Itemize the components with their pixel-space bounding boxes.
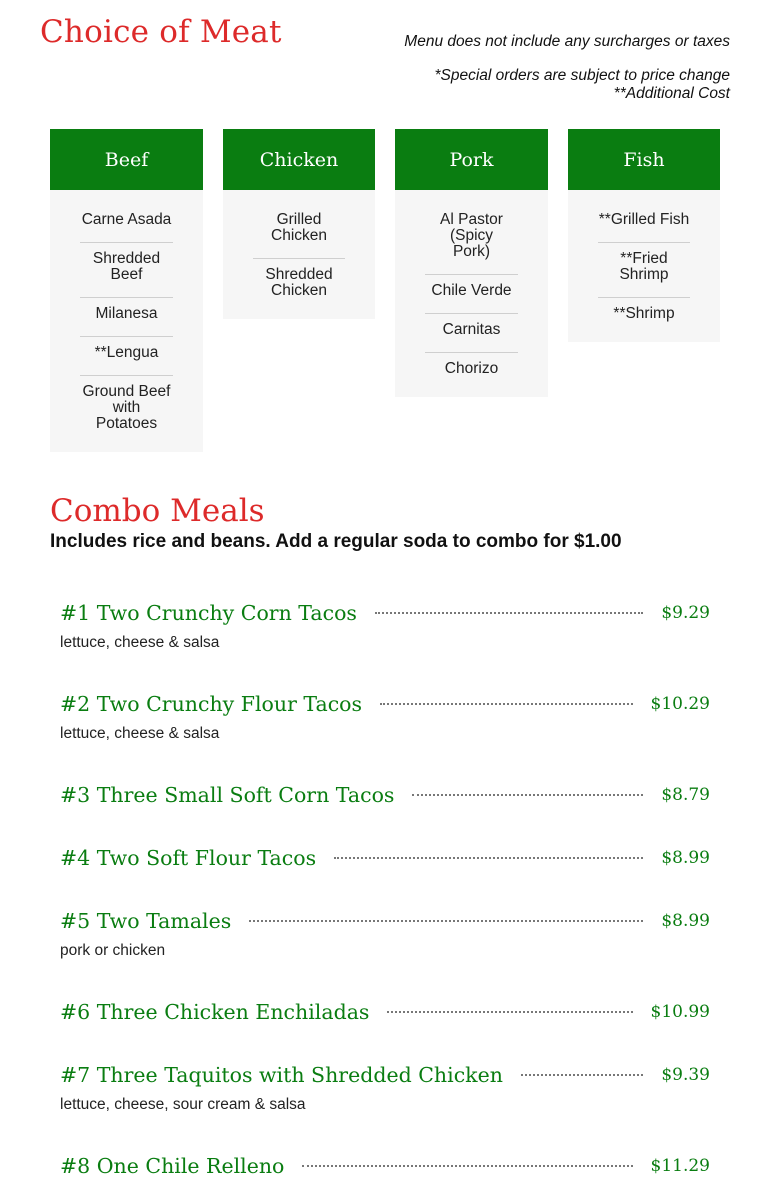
meat-list <box>395 190 548 397</box>
combo-description: lettuce, cheese & salsa <box>60 725 220 742</box>
meat-column-header: Beef <box>50 129 203 190</box>
meat-item: **Grilled Fish <box>598 212 690 243</box>
meat-item: Shredded Beef <box>80 243 173 298</box>
combo-price: $8.99 <box>661 848 710 868</box>
dot-leader <box>249 920 643 922</box>
choice-of-meat-title: Choice of Meat <box>40 14 282 50</box>
meat-column-header: Pork <box>395 129 548 190</box>
combo-price: $8.79 <box>661 785 710 805</box>
dot-leader <box>334 857 643 859</box>
meat-list <box>223 190 375 319</box>
combo-item-5 <box>60 906 710 960</box>
dot-leader <box>380 703 632 705</box>
combo-price: $10.29 <box>650 694 710 714</box>
dot-leader <box>521 1074 643 1076</box>
meat-column-pork <box>395 129 548 397</box>
combo-item-4 <box>60 843 710 873</box>
meat-item: **Shrimp <box>613 305 675 322</box>
combo-item-1 <box>60 598 710 652</box>
meat-item: Milanesa <box>80 298 173 337</box>
meat-item: **Fried Shrimp <box>598 243 690 298</box>
dot-leader <box>412 794 643 796</box>
meat-column-header: Fish <box>568 129 720 190</box>
dot-leader <box>375 612 643 614</box>
combo-name: #8 One Chile Relleno <box>60 1154 285 1178</box>
meat-column-fish <box>568 129 720 342</box>
combo-price: $11.29 <box>650 1156 710 1176</box>
combo-name: #6 Three Chicken Enchiladas <box>60 1000 370 1024</box>
meat-list <box>568 190 720 342</box>
combo-name: #4 Two Soft Flour Tacos <box>60 846 317 870</box>
special-orders-note: *Special orders are subject to price change <box>434 67 730 84</box>
meat-column-header: Chicken <box>223 129 375 190</box>
combo-item-2 <box>60 689 710 743</box>
meat-column-chicken <box>223 129 375 319</box>
combo-item-8 <box>60 1151 710 1181</box>
meat-item: Chile Verde <box>425 275 518 314</box>
meat-list <box>50 190 203 452</box>
combo-price: $9.39 <box>661 1065 710 1085</box>
combo-price: $8.99 <box>661 911 710 931</box>
meat-item: Shredded Chicken <box>265 266 333 299</box>
combo-description: lettuce, cheese & salsa <box>60 634 220 651</box>
combo-name: #5 Two Tamales <box>60 909 232 933</box>
meat-item: **Lengua <box>80 337 173 376</box>
meat-item: Chorizo <box>444 360 499 377</box>
dot-leader <box>302 1165 632 1167</box>
combo-name: #3 Three Small Soft Corn Tacos <box>60 783 395 807</box>
meat-item: Carne Asada <box>80 212 173 243</box>
meat-item: Al Pastor (Spicy Pork) <box>425 212 518 275</box>
meat-item: Grilled Chicken <box>253 212 345 259</box>
surcharge-note: Menu does not include any surcharges or taxes <box>404 33 730 50</box>
meat-item: Carnitas <box>425 314 518 353</box>
combo-meals-title: Combo Meals <box>50 493 265 529</box>
combo-item-7 <box>60 1060 710 1114</box>
combo-meals-subtitle: Includes rice and beans. Add a regular soda to combo for $1.00 <box>50 531 622 552</box>
combo-name: #7 Three Taquitos with Shredded Chicken <box>60 1063 503 1087</box>
combo-name: #2 Two Crunchy Flour Tacos <box>60 692 363 716</box>
combo-name: #1 Two Crunchy Corn Tacos <box>60 601 357 625</box>
meat-column-beef <box>50 129 203 452</box>
combo-price: $10.99 <box>650 1002 710 1022</box>
dot-leader <box>387 1011 632 1013</box>
combo-description: lettuce, cheese, sour cream & salsa <box>60 1096 306 1113</box>
additional-cost-note: **Additional Cost <box>613 85 730 102</box>
meat-item: Ground Beef with Potatoes <box>82 383 171 432</box>
combo-item-6 <box>60 997 710 1027</box>
combo-price: $9.29 <box>661 603 710 623</box>
combo-description: pork or chicken <box>60 942 166 959</box>
combo-item-3 <box>60 780 710 810</box>
